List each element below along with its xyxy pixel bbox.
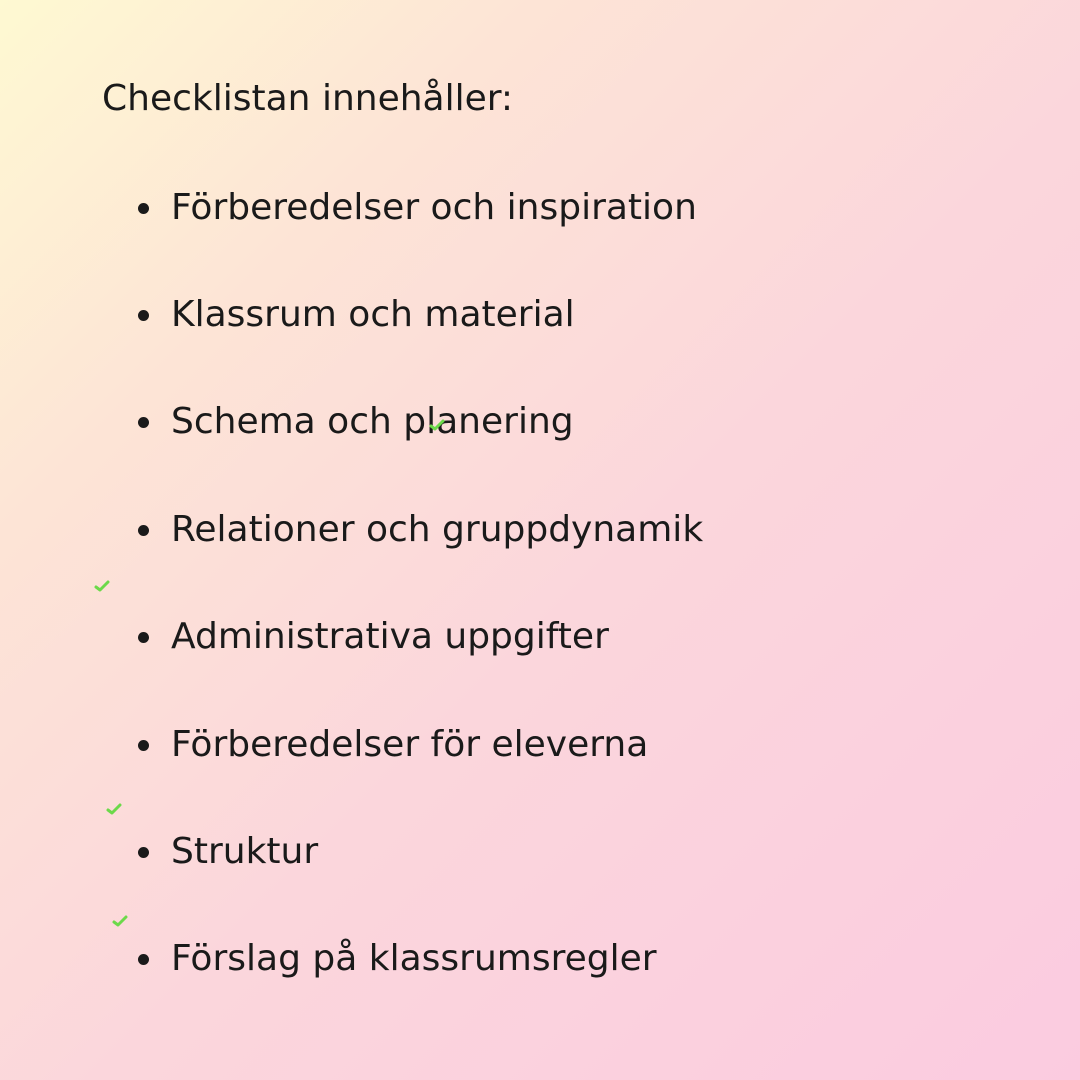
bullet-icon [138, 203, 149, 214]
checkmark-icon [106, 802, 122, 816]
checkmark-icon [112, 914, 128, 928]
list-item-label: Relationer och gruppdynamik [171, 509, 704, 550]
list-item-label: Administrativa uppgifter [171, 616, 609, 657]
list-item-label: Struktur [171, 831, 319, 872]
bullet-icon [138, 954, 149, 965]
list-item [138, 505, 703, 555]
list-item [138, 183, 697, 233]
bullet-icon [138, 310, 149, 321]
list-item [138, 934, 657, 984]
list-item-label: Förberedelser och inspiration [171, 187, 697, 228]
list-item-label: Klassrum och material [171, 294, 575, 335]
list-item-label: Förslag på klassrumsregler [171, 938, 657, 979]
bullet-icon [138, 632, 149, 643]
list-item [138, 827, 318, 877]
bullet-icon [138, 847, 149, 858]
checkmark-icon [429, 418, 445, 432]
bullet-icon [138, 417, 149, 428]
checkmark-icon [94, 579, 110, 593]
list-item [138, 720, 648, 770]
list-item-label: Förberedelser för eleverna [171, 724, 649, 765]
list-item [138, 612, 609, 662]
list-item [138, 397, 574, 447]
page-title: Checklistan innehåller: [102, 78, 514, 119]
list-item-label: Schema och planering [171, 401, 574, 442]
bullet-icon [138, 525, 149, 536]
bullet-icon [138, 740, 149, 751]
list-item [138, 290, 575, 340]
